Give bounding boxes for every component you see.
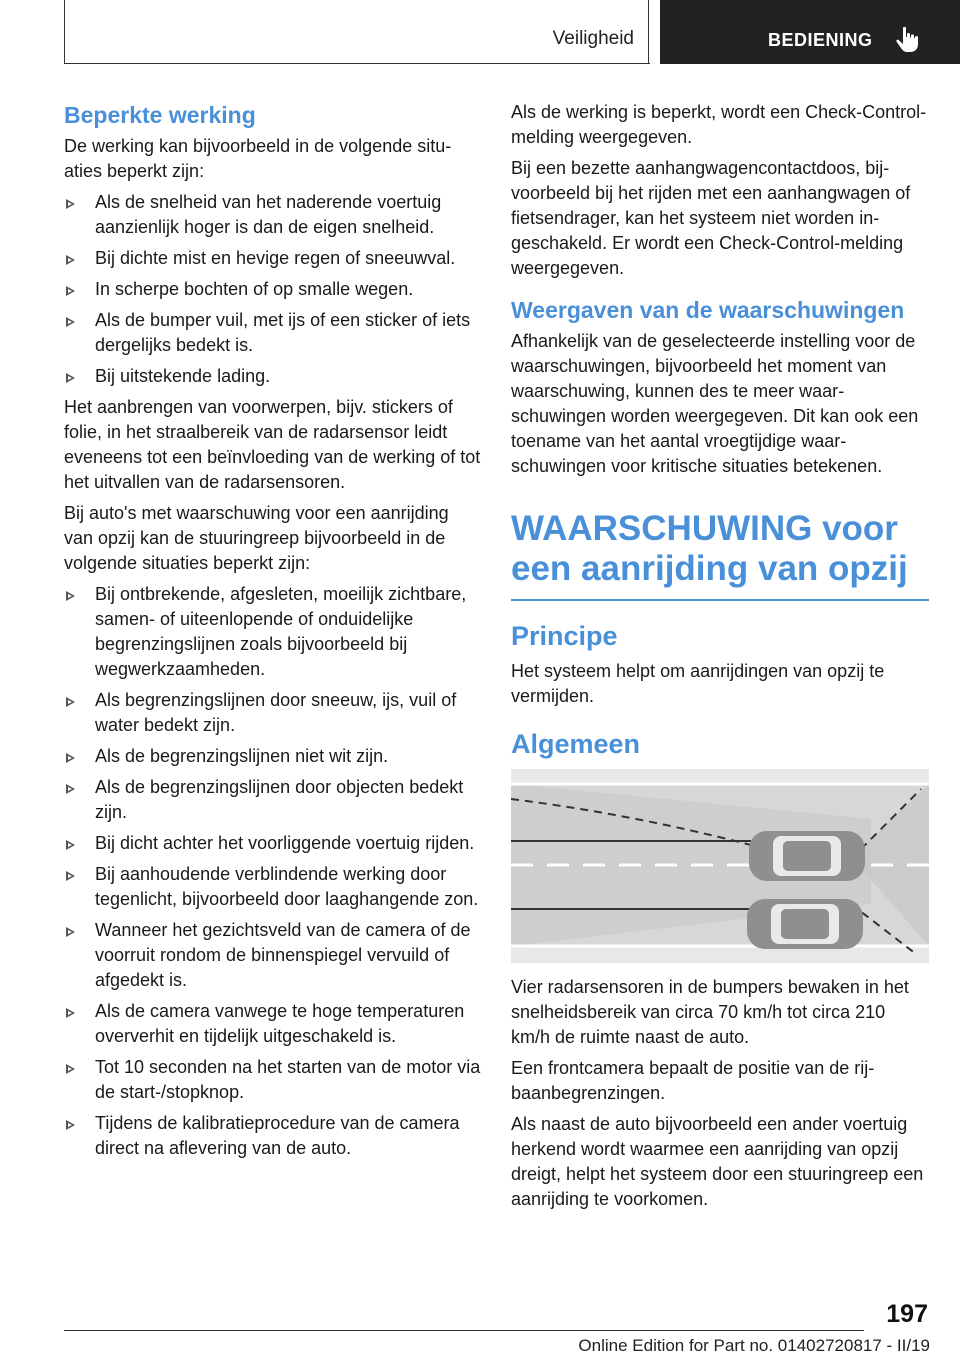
paragraph: Bij auto's met waarschuwing voor een aanrijding van opzij kan de stuuringreep bijvoorbeeld in de volgende situaties beperkt zijn: [64, 503, 449, 573]
heading-principe: Principe [511, 621, 618, 651]
paragraph: De werking kan bijvoorbeeld in de volgende situaties beperkt zijn: [64, 136, 452, 181]
paragraph: Een frontcamera bepaalt de positie van de rijbaanbegrenzingen. [511, 1058, 875, 1103]
paragraph: Bij een bezette aanhangwagencontactdoos, bijvoorbeeld bij het rijden met een aanhangwagen of fietsendrager, kan het systeem niet worden ingeschakeld. Er wordt een Check-Control-melding weergegeven. [511, 158, 911, 278]
triangle-bullet-icon [66, 1008, 75, 1018]
right-column [511, 100, 929, 1218]
list-item: Bij dichte mist en hevige regen of sneeuwval. [64, 246, 482, 271]
footer-edition: Online Edition for Part no. 01402720817 - II/19 [578, 1336, 930, 1355]
header-section-title: Veiligheid [552, 28, 634, 49]
list-item: Als begrenzingslijnen door sneeuw, ijs, vuil of water bedekt zijn. [64, 688, 482, 738]
header-left-rule [64, 0, 65, 64]
header-bottom-rule [64, 63, 650, 64]
hand-pointer-icon [892, 24, 922, 54]
list-item: Als de bumper vuil, met ijs of een sticker of iets dergelijks bedekt is. [64, 308, 482, 358]
triangle-bullet-icon [66, 697, 75, 707]
list-item: Bij ontbrekende, afgesleten, moeilijk zichtbare, samen- of uiteenlopende of onduidelijke begrenzingslijnen zoals bijvoorbeeld bij wegwerkzaamheden. [64, 582, 482, 682]
list-item: Tijdens de kalibratieprocedure van de camera direct na aflevering van de auto. [64, 1111, 482, 1161]
triangle-bullet-icon [66, 591, 75, 601]
chapter-title: WAARSCHUWING voor een aanrijding van opzij [511, 509, 929, 601]
car-bottom [747, 899, 863, 949]
heading-algemeen: Algemeen [511, 729, 641, 759]
bullet-list [64, 582, 482, 1161]
list-item: In scherpe bochten of op smalle wegen. [64, 277, 482, 302]
triangle-bullet-icon [66, 199, 75, 209]
triangle-bullet-icon [66, 1120, 75, 1130]
heading-beperkte-werking: Beperkte werking [64, 102, 256, 128]
paragraph: Het aanbrengen van voorwerpen, bijv. stickers of folie, in het straalbereik van de radarsensor leidt eveneens tot een beïnvloeding van de werking of tot het uitvallen van de radarsensoren. [64, 397, 481, 492]
car-top [749, 831, 865, 881]
triangle-bullet-icon [66, 286, 75, 296]
paragraph: Als naast de auto bijvoorbeeld een ander voertuig herkend wordt waarmee een aanrijding van opzij dreigt, helpt het systeem door een stuuringreep een aanrijding te voorkomen. [511, 1114, 924, 1209]
heading-weergaven: Weergaven van de waarschuwingen [511, 297, 905, 323]
triangle-bullet-icon [66, 784, 75, 794]
footer-rule [64, 1330, 864, 1331]
triangle-bullet-icon [66, 1064, 75, 1074]
triangle-bullet-icon [66, 927, 75, 937]
paragraph: Afhankelijk van de geselecteerde instelling voor de waarschuwingen, bijvoorbeeld het moment van waarschuwing, kunnen des te meer waarschuwingen worden weergegeven. Dit kan ook een toename van het aantal vroegtijdige waarschuwingen voor kritische situaties betekenen. [511, 331, 919, 476]
triangle-bullet-icon [66, 753, 75, 763]
list-item: Tot 10 seconden na het starten van de motor via de start-/stopknop. [64, 1055, 482, 1105]
road-illustration [511, 769, 929, 963]
list-item: Als de begrenzingslijnen niet wit zijn. [64, 744, 482, 769]
left-column [64, 100, 482, 1167]
triangle-bullet-icon [66, 317, 75, 327]
page-number: 197 [886, 1300, 928, 1328]
triangle-bullet-icon [66, 255, 75, 265]
triangle-bullet-icon [66, 871, 75, 881]
triangle-bullet-icon [66, 840, 75, 850]
list-item: Wanneer het gezichtsveld van de camera of de voorruit rondom de binnenspiegel vervuild of afgedekt is. [64, 918, 482, 993]
header-separator [648, 0, 649, 64]
list-item: Bij uitstekende lading. [64, 364, 482, 389]
list-item: Bij aanhoudende verblindende werking door tegenlicht, bijvoorbeeld door laaghangende zon. [64, 862, 482, 912]
header-chapter-label: BEDIENING [768, 30, 873, 50]
list-item: Als de camera vanwege te hoge temperaturen oververhit en tijdelijk uitgeschakeld is. [64, 999, 482, 1049]
paragraph: Vier radarsensoren in de bumpers bewaken in het snelheidsbereik van circa 70 km/h tot circa 210 km/h de ruimte naast de auto. [511, 977, 909, 1047]
list-item: Als de begrenzingslijnen door objecten bedekt zijn. [64, 775, 482, 825]
paragraph: Als de werking is beperkt, wordt een Check-Control-melding weergegeven. [511, 102, 927, 147]
list-item: Bij dicht achter het voorliggende voertuig rijden. [64, 831, 482, 856]
paragraph: Het systeem helpt om aanrijdingen van opzij te vermijden. [511, 661, 885, 706]
list-item: Als de snelheid van het naderende voertuig aanzienlijk hoger is dan de eigen snelheid. [64, 190, 482, 240]
triangle-bullet-icon [66, 373, 75, 383]
bullet-list [64, 190, 482, 389]
